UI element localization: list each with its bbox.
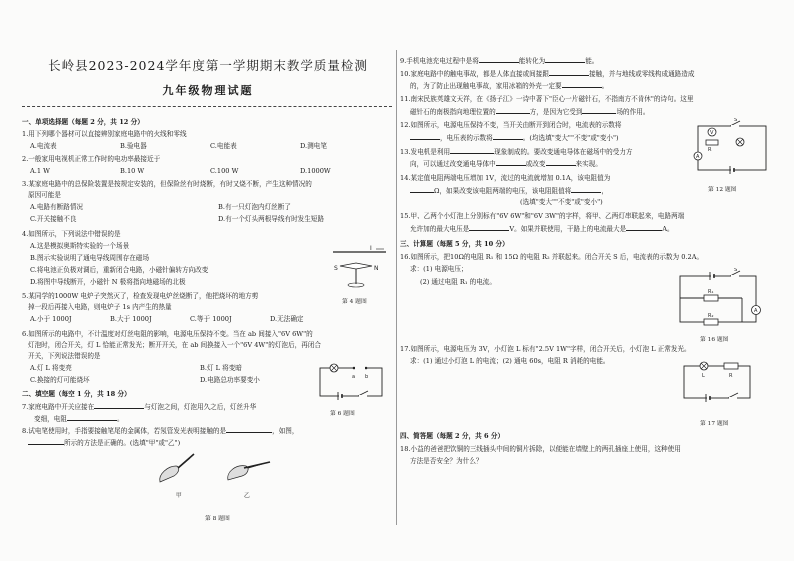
question-4: 4.如图所示，下列说法中错误的是 [22, 230, 121, 238]
figure-8-test-pens [150, 448, 280, 488]
figure-8-caption: 第 8 题图 [205, 516, 230, 522]
question-18-line2: 方法是否安全？为什么？ [410, 457, 483, 465]
question-3-line2: 原因可能是 [28, 191, 61, 199]
q2-option-b: B.10 W [120, 167, 145, 175]
svg-text:R₁: R₁ [708, 289, 714, 295]
figure-16-circuit [672, 268, 764, 330]
section-2-heading: 二、填空题（每空 1 分，共 18 分） [22, 390, 131, 398]
section-1-heading: 一、单项选择题（每题 2 分，共 12 分） [22, 118, 144, 126]
figure-6-circuit [314, 362, 388, 402]
q3-option-b: B.有一只灯泡内灯丝断了 [218, 203, 291, 211]
q4-option-b: B.图示实验说明了通电导线周围存在磁场 [30, 254, 150, 262]
question-17-line1: 17.如图所示，电源电压为 3V，小灯泡 L 标有"2.5V 1W"字样，闭合开关后，小灯泡 L 正常发光。 [400, 345, 691, 353]
question-13-line2: 向，可以通过改变通电导体中 或改变 来实现。 [410, 160, 602, 168]
question-6-line2: 灯泡时，闭合开关，灯 L 恰能正常发光；断开开关，在 ab 间换接入一个"6V 4W"的灯泡后，再闭合 [28, 341, 321, 349]
q3-option-d: D.有一个灯头两根导线有时发生短路 [218, 215, 325, 223]
q1-option-b: B.验电器 [120, 142, 147, 150]
svg-text:a: a [352, 374, 356, 380]
column-divider [396, 50, 397, 525]
figure-12-caption: 第 12 题图 [708, 187, 737, 193]
question-14-line3: (选填"变大""不变"或"变小") [520, 198, 603, 206]
question-12-line2: ，电压表的示数将 。(均选填"变大""不变"或"变小") [410, 133, 619, 142]
figure-17-caption: 第 17 题图 [700, 421, 729, 427]
figure-4-caption: 第 4 题图 [342, 299, 367, 305]
q4-option-a: A.这是模拟奥斯特实验的一个场景 [30, 242, 130, 250]
figure-6-caption: 第 6 题图 [330, 411, 355, 417]
question-12-line1: 12.如图所示，电源电压保持不变，当开关由断开到闭合时，电流表的示数将 [400, 121, 622, 129]
q5-option-b: B.大于 1000J [110, 315, 152, 323]
svg-text:L: L [702, 373, 705, 379]
question-2: 2.一般家用电视机正常工作时的电功率最接近于 [22, 155, 161, 163]
question-8-line1: 8.试电笔使用时，手指要接触笔尾的金属体，若氖管发光表明接触的是 ，如图， [22, 427, 299, 435]
q6-option-d: D.电路总功率要变小 [200, 376, 260, 384]
q5-option-d: D.无法确定 [270, 315, 304, 323]
q4-option-d: D.将图中导线断开，小磁针 N 极将指向地磁场的北极 [30, 278, 186, 286]
figure-17-circuit [676, 358, 758, 406]
q2-option-a: A.1 W [30, 167, 50, 175]
question-14-line1: 14.某定值电阻两端电压增加 1V，流过的电流就增加 0.1A，该电阻值为 [400, 174, 611, 182]
svg-text:A: A [754, 308, 758, 314]
svg-text:S: S [734, 268, 738, 273]
figure-4-oersted [328, 244, 390, 290]
figure-8-label-jia: 甲 [176, 493, 182, 499]
question-6-line1: 6.如图所示的电路中，不计温度对灯丝电阻的影响，电源电压保持不变。当在 ab 间接入"6V 6W"的 [22, 330, 313, 338]
svg-text:A: A [696, 154, 700, 160]
svg-text:S: S [334, 265, 338, 272]
question-18-line1: 18.小益的爸爸把饮铜的三线插头中间的铜片拆除，以便能在墙壁上的两孔插座上使用，这种使用 [400, 445, 681, 453]
question-7-line1: 7.家庭电路中开关应接在 与灯泡之间，灯泡用久之后，灯丝升华 [22, 403, 257, 411]
question-6-line3: 开关，下列说法错误的是 [28, 352, 101, 360]
question-11-line2: 磁针石的南极指向地理位置的 方，是因为它受到 场的作用。 [410, 108, 650, 116]
figure-8-label-yi: 乙 [244, 493, 250, 499]
q4-option-c: C.将电池正负极对调后，重新闭合电路，小磁针偏转方向改变 [30, 266, 209, 274]
svg-text:V: V [710, 130, 714, 136]
divider [22, 106, 392, 107]
question-14-line2: Ω，如果改变该电阻两端的电压，该电阻阻值将 ， [410, 186, 608, 195]
question-9: 9.手机电池充电过程中是将 能转化为 能。 [400, 57, 599, 65]
figure-12-circuit [690, 118, 772, 180]
figure-16-caption: 第 16 题图 [700, 337, 729, 343]
q3-option-a: A.电路有断路情况 [30, 203, 84, 211]
question-10-line2: 的，为了防止出现触电事故，家用冰箱的外壳一定要 。 [410, 82, 609, 90]
question-13-line1: 13.发电机是利用 现象制成的。要改变通电导体在磁场中的受力方 [400, 148, 633, 156]
q6-option-c: C.换接的灯可能烧坏 [30, 376, 90, 384]
svg-text:N: N [374, 265, 379, 272]
question-3-line1: 3.某家庭电路中的总保险装置是按规定安装的，但保险丝有时烧断，有时又烧不断，产生这种情况的 [22, 180, 312, 188]
question-16-line2: 求：(1) 电源电压； [410, 265, 468, 273]
q6-option-b: B.灯 L 将变暗 [200, 364, 242, 372]
question-5-line1: 5.某同学的1000W 电炉子突然灭了，检查发现电炉丝烧断了，他把烧坏的地方剪 [22, 292, 259, 300]
question-5-line2: 掉一段后再接入电路，则电炉子 1s 内产生的热量 [28, 303, 172, 311]
question-10-line1: 10.家庭电路中的触电事故，都是人体直接或间接跟 接触，并与地线或零线构成通路造成 [400, 70, 695, 78]
question-7-line2: 变细，电阻 。 [34, 415, 124, 423]
question-16-line3: (2) 通过电阻 R₁ 的电流。 [420, 278, 496, 286]
q5-option-c: C.等于 1000J [190, 315, 232, 323]
svg-text:R: R [708, 147, 712, 153]
q2-option-d: D.1000W [300, 167, 331, 175]
question-8-line2: 所示的方法是正确的。(选填"甲"或"乙") [28, 438, 180, 447]
q3-option-c: C.开关接触不良 [30, 215, 77, 223]
q5-option-a: A.小于 1000J [30, 315, 72, 323]
question-17-line2: 求：(1) 通过小灯泡 L 的电流；(2) 通电 60s，电阻 R 消耗的电能。 [410, 357, 610, 365]
q1-option-a: A.电流表 [30, 142, 57, 150]
q1-option-d: D.测电笔 [300, 142, 327, 150]
q6-option-a: A.灯 L 将变亮 [30, 364, 72, 372]
svg-text:R: R [729, 373, 733, 379]
q2-option-c: C.100 W [210, 167, 239, 175]
svg-text:b: b [365, 374, 369, 380]
question-15-line1: 15.甲、乙两个小灯泡上分别标有"6V 6W"和"6V 3W"的字样，将甲、乙两灯串联起来，电路两端 [400, 212, 685, 220]
question-16-line1: 16.如图所示，把10Ω的电阻 R₁ 和 15Ω 的电阻 R₂ 并联起来。闭合开关 S 后，电流表的示数为 0.2A。 [400, 253, 704, 261]
svg-text:I: I [370, 245, 372, 252]
q1-option-c: C.电能表 [210, 142, 237, 150]
svg-text:R₂: R₂ [708, 313, 714, 319]
exam-title: 长岭县2023-2024学年度第一学期期末教学质量检测 [48, 58, 368, 73]
svg-text:S: S [734, 118, 738, 123]
question-15-line2: 允许加的最大电压是 V。如果并联使用，干路上的电流最大是 A。 [410, 225, 674, 233]
question-1: 1.用下列哪个器材可以直接辨别家庭电路中的火线和零线 [22, 130, 187, 138]
question-11-line1: 11.南宋民族英雄文天祥，在《扬子江》一诗中著下"臣心一片磁针石，不指南方不肯休"的诗句。这里 [400, 95, 694, 103]
section-3-heading: 三、计算题（每题 5 分，共 10 分） [400, 240, 509, 248]
exam-subtitle: 九年级物理试题 [162, 84, 254, 97]
section-4-heading: 四、简答题（每题 2 分，共 6 分） [400, 432, 505, 440]
